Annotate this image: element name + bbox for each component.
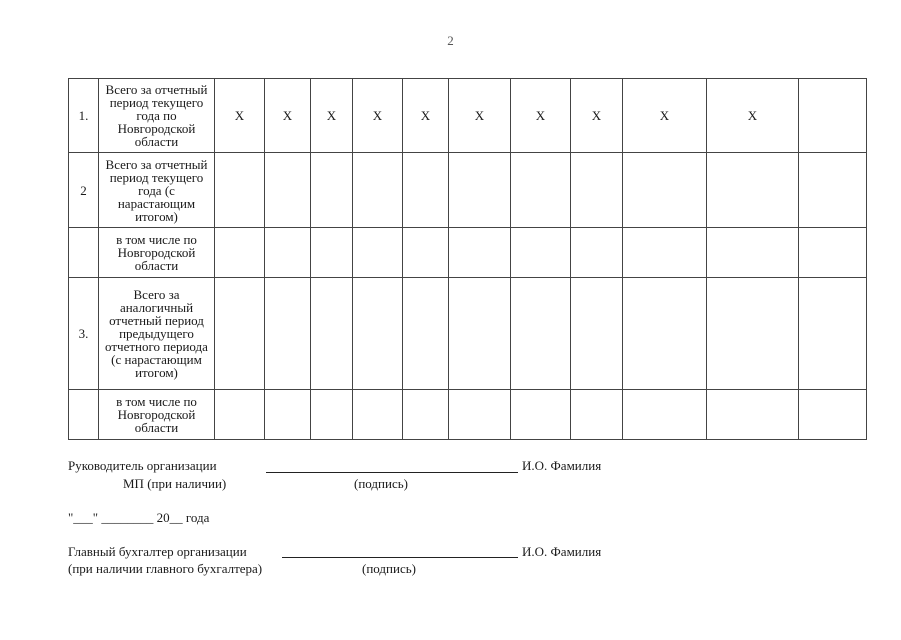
row-number: 3. — [69, 278, 99, 390]
table-cell: X — [449, 79, 511, 153]
table-row — [69, 278, 867, 390]
table-cell — [449, 390, 511, 440]
table-cell — [403, 153, 449, 228]
table-cell — [215, 153, 265, 228]
head-title: Руководитель организации — [68, 458, 217, 473]
table-cell — [799, 79, 867, 153]
accountant-title: Главный бухгалтер организации — [68, 544, 247, 559]
table-cell: X — [623, 79, 707, 153]
table-cell — [311, 390, 353, 440]
accountant-name: И.О. Фамилия — [522, 544, 602, 559]
row-label: в том числе по Новгородской области — [99, 228, 215, 278]
table-cell — [353, 390, 403, 440]
row-number: 2 — [69, 153, 99, 228]
table-cell: X — [215, 79, 265, 153]
table-row — [69, 153, 867, 228]
table-cell — [311, 278, 353, 390]
accountant-signature-caption: (подпись) — [362, 561, 416, 576]
table-cell — [449, 153, 511, 228]
stamp-label: МП (при наличии) — [123, 476, 227, 491]
table-cell — [265, 228, 311, 278]
row-number: 1. — [69, 79, 99, 153]
table-row — [69, 228, 867, 278]
table-cell — [511, 153, 571, 228]
head-signature-caption: (подпись) — [354, 476, 408, 491]
table-cell — [799, 278, 867, 390]
table-body — [69, 79, 867, 440]
table-cell — [511, 390, 571, 440]
table-cell: X — [265, 79, 311, 153]
table-cell — [571, 153, 623, 228]
table-cell — [511, 278, 571, 390]
table-cell — [265, 278, 311, 390]
table-cell: X — [403, 79, 449, 153]
table-cell: X — [353, 79, 403, 153]
table-cell — [311, 228, 353, 278]
accountant-signature-line — [282, 557, 518, 558]
table-row — [69, 390, 867, 440]
row-label: Всего за аналогичный отчетный период предыдущего отчетного периода (с нарастающим итогом) — [99, 278, 215, 390]
row-number — [69, 390, 99, 440]
head-signature-line — [266, 472, 518, 473]
table-cell: X — [311, 79, 353, 153]
table-cell — [799, 390, 867, 440]
table-cell: X — [707, 79, 799, 153]
report-table — [68, 78, 867, 440]
row-label: в том числе по Новгородской области — [99, 390, 215, 440]
table-cell — [707, 278, 799, 390]
table-cell — [215, 390, 265, 440]
row-label: Всего за отчетный период текущего года по Новгородской области — [99, 79, 215, 153]
table-cell — [215, 278, 265, 390]
table-cell — [215, 228, 265, 278]
table-cell — [511, 228, 571, 278]
table-cell — [449, 278, 511, 390]
table-row — [69, 79, 867, 153]
table-cell — [403, 390, 449, 440]
table-cell — [353, 278, 403, 390]
table-cell — [403, 228, 449, 278]
table-cell: X — [571, 79, 623, 153]
accountant-note: (при наличии главного бухгалтера) — [68, 561, 263, 576]
date-line: "___" ________ 20__ года — [68, 510, 210, 525]
table-cell — [707, 390, 799, 440]
table-cell — [353, 228, 403, 278]
table-cell: X — [511, 79, 571, 153]
table-cell — [707, 153, 799, 228]
head-name: И.О. Фамилия — [522, 458, 602, 473]
table-cell — [449, 228, 511, 278]
row-number — [69, 228, 99, 278]
table-cell — [571, 278, 623, 390]
table-cell — [265, 390, 311, 440]
table-cell — [353, 153, 403, 228]
table-cell — [799, 228, 867, 278]
table-cell — [623, 278, 707, 390]
table-cell — [623, 390, 707, 440]
table-cell — [311, 153, 353, 228]
table-cell — [571, 228, 623, 278]
row-label: Всего за отчетный период текущего года (с нарастающим итогом) — [99, 153, 215, 228]
table-cell — [799, 153, 867, 228]
table-cell — [623, 228, 707, 278]
table-cell — [707, 228, 799, 278]
table-cell — [623, 153, 707, 228]
table-cell — [571, 390, 623, 440]
table-cell — [403, 278, 449, 390]
table-cell — [265, 153, 311, 228]
page-number: 2 — [447, 33, 454, 48]
